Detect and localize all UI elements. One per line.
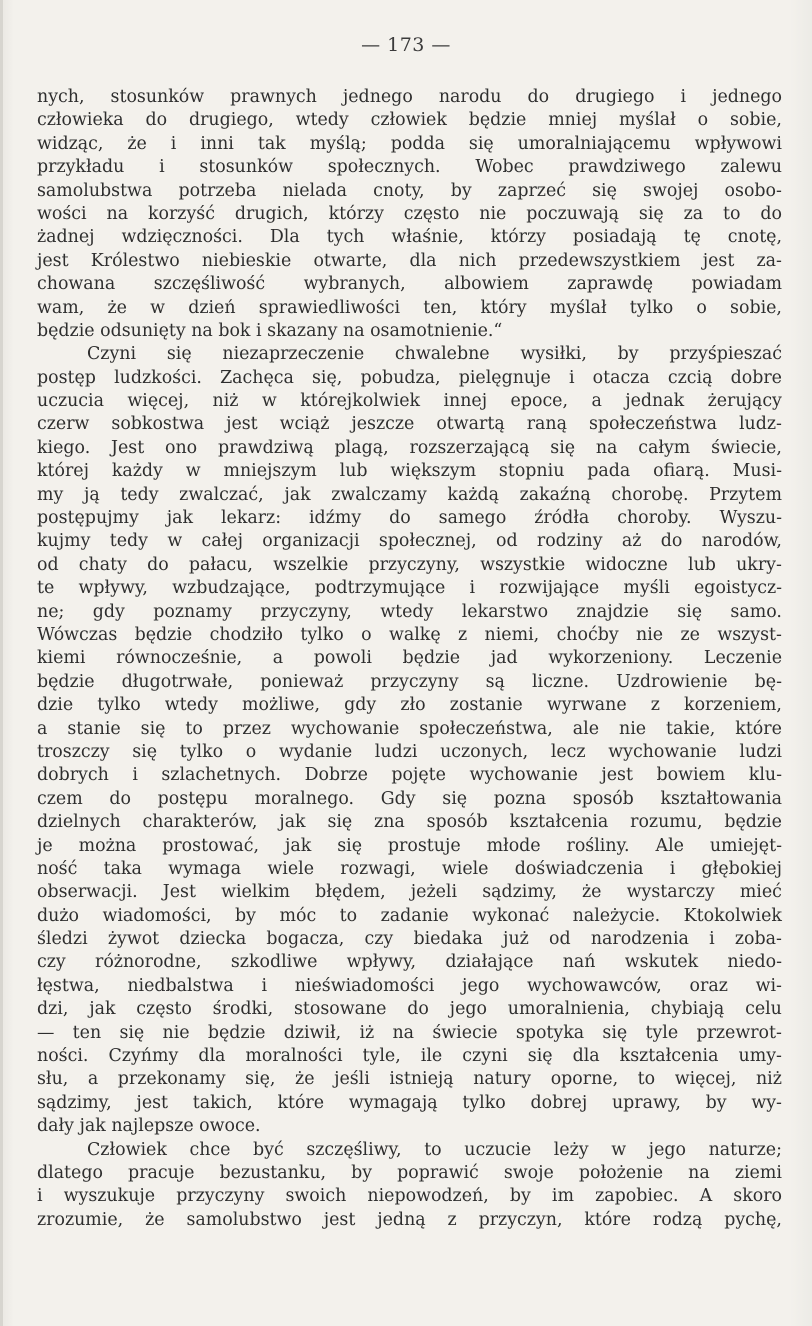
- text-line: kiemi równocześnie, a powoli będzie jad wykorzeniony. Leczenie: [37, 648, 782, 669]
- text-line: postęp ludzkości. Zachęca się, pobudza, pielęgnuje i otacza czcią dobre: [37, 367, 782, 388]
- text-line: której każdy w mniejszym lub większym stopniu pada ofiarą. Musi-: [37, 461, 782, 482]
- text-line: dzie tylko wtedy możliwe, gdy zło zostanie wyrwane z korzeniem,: [37, 695, 782, 716]
- text-line: żadnej wdzięczności. Dla tych właśnie, którzy posiadają tę cnotę,: [37, 227, 782, 248]
- page-body-text: [37, 86, 782, 1232]
- text-line: obserwacji. Jest wielkim błędem, jeżeli sądzimy, że wystarczy mieć: [37, 882, 782, 903]
- text-line: dużo wiadomości, by móc to zadanie wykonać należycie. Ktokolwiek: [37, 905, 782, 926]
- text-line: śledzi żywot dziecka bogacza, czy biedaka już od narodzenia i zoba-: [37, 929, 782, 950]
- text-line: czem do postępu moralnego. Gdy się pozna sposób kształtowania: [37, 788, 782, 809]
- text-line: Człowiek chce być szczęśliwy, to uczucie leży w jego naturze;: [87, 1139, 782, 1160]
- text-line: dobrych i szlachetnych. Dobrze pojęte wychowanie jest bowiem klu-: [37, 765, 782, 786]
- text-line: postępujmy jak lekarz: idźmy do samego źródła choroby. Wyszu-: [37, 508, 782, 529]
- text-line: wam, że w dzień sprawiedliwości ten, który myślał tylko o sobie,: [37, 297, 782, 318]
- text-line: samolubstwa potrzeba nielada cnoty, by zaprzeć się swojej osobo-: [37, 180, 782, 201]
- text-line: widząc, że i inni tak myślą; podda się umoralniającemu wpływowi: [37, 133, 782, 154]
- text-line: ne; gdy poznamy przyczyny, wtedy lekarstwo znajdzie się samo.: [37, 601, 782, 622]
- text-line: kujmy tedy w całej organizacji społecznej, od rodziny aż do narodów,: [37, 531, 782, 552]
- text-line: uczucia więcej, niż w którejkolwiek innej epoce, a jednak żerujący: [37, 391, 782, 412]
- text-line: od chaty do pałacu, wszelkie przyczyny, wszystkie widoczne lub ukry-: [37, 554, 782, 575]
- text-line: człowieka do drugiego, wtedy człowiek będzie mniej myślał o sobie,: [37, 110, 782, 131]
- text-line: czerw sobkostwa jest wciąż jeszcze otwartą raną społeczeństwa ludz-: [37, 414, 782, 435]
- text-line: je można prostować, jak się prostuje młode rośliny. Ale umiejęt-: [37, 835, 782, 856]
- text-line: słu, a przekonamy się, że jeśli istnieją natury oporne, to więcej, niż: [37, 1069, 782, 1090]
- text-line: sądzimy, jest takich, które wymagają tylko dobrej uprawy, by wy-: [37, 1092, 782, 1113]
- text-line: nych, stosunków prawnych jednego narodu do drugiego i jednego: [37, 87, 782, 107]
- text-line: chowana szczęśliwość wybranych, albowiem zaprawdę powiadam: [37, 274, 782, 295]
- text-line: wości na korzyść drugich, którzy często nie poczuwają się za to do: [37, 203, 782, 224]
- text-line: i wyszukuje przyczyny swoich niepowodzeń, by im zapobiec. A skoro: [37, 1186, 782, 1207]
- text-line: Czyni się niezaprzeczenie chwalebne wysiłki, by przyśpieszać: [87, 344, 782, 365]
- text-line: dlatego pracuje bezustanku, by poprawić swoje położenie na ziemi: [37, 1162, 782, 1183]
- text-line: zrozumie, że samolubstwo jest jedną z przyczyn, które rodzą pychę,: [37, 1209, 782, 1230]
- text-line: będzie odsunięty na bok i skazany na osamotnienie.“: [37, 320, 503, 341]
- text-line: będzie długotrwałe, ponieważ przyczyny są liczne. Uzdrowienie bę-: [37, 671, 782, 692]
- text-line: czy różnorodne, szkodliwe wpływy, działające nań wskutek niedo-: [37, 952, 782, 973]
- text-line: dzi, jak często środki, stosowane do jego umoralnienia, chybiają celu: [37, 999, 782, 1020]
- text-line: jest Królestwo niebieskie otwarte, dla nich przedewszystkiem jest za-: [37, 250, 782, 271]
- text-line: a stanie się to przez wychowanie społeczeństwa, ale nie takie, które: [37, 718, 782, 739]
- page-edge: [0, 0, 3, 1326]
- text-line: przykładu i stosunków społecznych. Wobec prawdziwego zalewu: [37, 157, 782, 178]
- text-line: Wówczas będzie chodziło tylko o walkę z niemi, choćby nie ze wszyst-: [37, 624, 782, 645]
- text-line: ność taka wymaga wiele rozwagi, wiele doświadczenia i głębokiej: [37, 858, 782, 879]
- text-line: łęstwa, niedbalstwa i nieświadomości jego wychowawców, oraz wi-: [37, 975, 782, 996]
- text-line: ności. Czyńmy dla moralności tyle, ile czyni się dla kształcenia umy-: [37, 1046, 782, 1067]
- text-line: dzielnych charakterów, jak się zna sposób kształcenia rozumu, będzie: [37, 812, 782, 833]
- text-line: dały jak najlepsze owoce.: [37, 1116, 261, 1137]
- text-line: te wpływy, wzbudzające, podtrzymujące i rozwijające myśli egoistycz-: [37, 578, 782, 599]
- text-line: — ten się nie będzie dziwił, iż na świecie spotyka się tyle przewrot-: [37, 1022, 782, 1043]
- page-number: — 173 —: [361, 34, 451, 56]
- text-line: my ją tedy zwalczać, jak zwalczamy każdą zakaźną chorobę. Przytem: [37, 484, 782, 505]
- text-line: kiego. Jest ono prawdziwą plagą, rozszerzającą się na całym świecie,: [37, 437, 782, 458]
- text-line: troszczy się tylko o wydanie ludzi uczonych, lecz wychowanie ludzi: [37, 741, 782, 762]
